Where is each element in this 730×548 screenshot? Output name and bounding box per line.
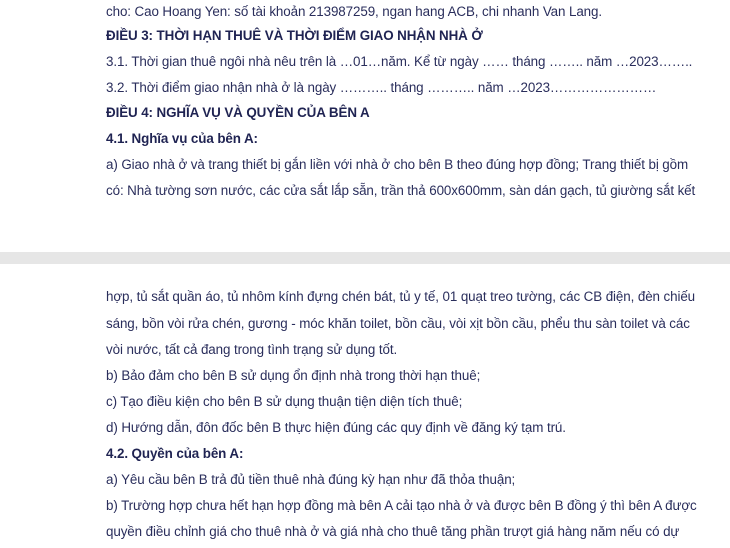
document-page-2: [0, 264, 730, 548]
clause-4-2-a: a) Yêu cầu bên B trả đủ tiền thuê nhà đúng kỳ hạn như đã thỏa thuận;: [106, 472, 516, 487]
clause-4-1-a-line-2: có: Nhà tường sơn nước, các cửa sắt lắp sẵn, trần thả 600x600mm, sàn dán gạch, tủ giường sắt kết: [106, 183, 696, 198]
clause-4-1-a-line-4: sáng, bồn vòi rửa chén, gương - móc khăn toilet, bồn cầu, vòi xịt bồn cầu, phểu thu sàn toilet và các: [106, 316, 690, 331]
clause-3-2: 3.2. Thời điểm giao nhận nhà ở là ngày ……….. tháng ……….. năm …2023……………………: [106, 80, 657, 95]
payment-account-line: cho: Cao Hoang Yen: số tài khoản 213987259, ngan hang ACB, chi nhanh Van Lang.: [106, 4, 602, 19]
section-4-2-heading: 4.2. Quyền của bên A:: [106, 446, 244, 461]
clause-4-1-a-line-1: a) Giao nhà ở và trang thiết bị gắn liền với nhà ở cho bên B theo đúng hợp đồng; Trang thiết bị gồm: [106, 157, 689, 172]
article-4-heading: ĐIỀU 4: NGHĨA VỤ VÀ QUYỀN CỦA BÊN A: [106, 105, 370, 120]
article-3-heading: ĐIỀU 3: THỜI HẠN THUÊ VÀ THỜI ĐIỂM GIAO NHẬN NHÀ Ở: [106, 28, 483, 43]
section-4-1-heading: 4.1. Nghĩa vụ của bên A:: [106, 131, 258, 146]
clause-4-1-d: d) Hướng dẫn, đôn đốc bên B thực hiện đúng các quy định về đăng ký tạm trú.: [106, 420, 566, 435]
clause-4-1-b: b) Bảo đảm cho bên B sử dụng ổn định nhà trong thời hạn thuê;: [106, 368, 481, 383]
clause-4-2-b-line-1: b) Trường hợp chưa hết hạn hợp đồng mà bên A cải tạo nhà ở và được bên B đồng ý thì bên A được: [106, 498, 697, 513]
clause-3-1: 3.1. Thời gian thuê ngôi nhà nêu trên là …01…năm. Kể từ ngày …… tháng …….. năm …2023……..: [106, 54, 693, 69]
clause-4-1-a-line-5: vòi nước, tất cả đang trong tình trạng sử dụng tốt.: [106, 342, 398, 357]
clause-4-1-a-line-3: hợp, tủ sắt quần áo, tủ nhôm kính đựng chén bát, tủ y tế, 01 quạt treo tường, các CB điện, đèn chiếu: [106, 289, 696, 304]
clause-4-2-b-line-2: quyền điều chỉnh giá cho thuê nhà ở và giá nhà cho thuê tăng phần trượt giá hàng năm nếu có dự: [106, 524, 680, 539]
document-page-1: [0, 0, 730, 252]
clause-4-1-c: c) Tạo điều kiện cho bên B sử dụng thuận tiện diện tích thuê;: [106, 394, 463, 409]
